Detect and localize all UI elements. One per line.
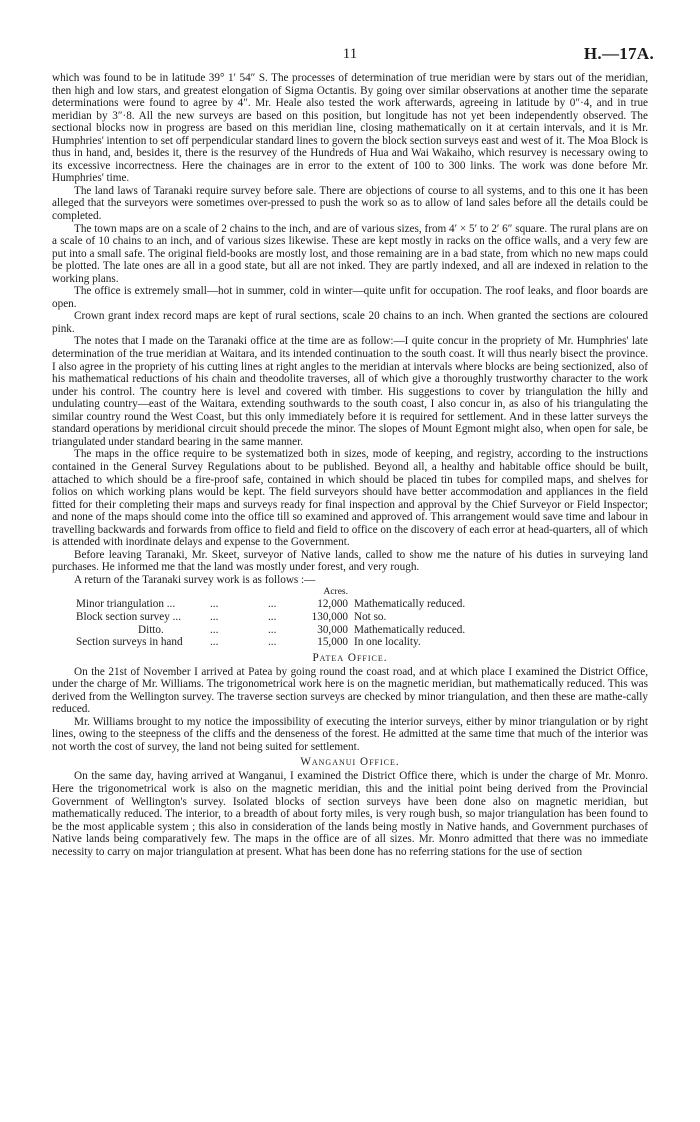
table-row: [76, 624, 524, 637]
paragraph-maps-systematized: The maps in the office require to be systematized both in sizes, mode of keeping, and registry, according to the instructions contained in the General Survey Regulations about to be published. Beyond all, a healthy and habitable office should be built, attached to which should be a fire-proof safe, contained in which should be placed tin tubes for compiled maps, and shelves for folios on which working plans would be kept. The field surveyors should have better accommodation and appliances in the field fitted for their completing their maps and surveys ready for final inspection and approval by the Chief Surveyor or Field Inspector; and none of the maps should come into the office till so examined and approved of. This arrangement would save time and labour in travelling backwards and forwards from office to field and field to office on the discovery of each error at head-quarters, all of which is attended with inordinate delays and expense to the Government.: [52, 448, 648, 549]
table-units-row: [76, 587, 524, 598]
row-label: Block section survey ...: [76, 610, 182, 623]
row-leader: ...: [210, 623, 219, 636]
table-row: [76, 598, 524, 611]
row-leader: ...: [268, 598, 277, 611]
taranaki-survey-return-table: [76, 587, 524, 648]
row-leader: ...: [268, 610, 277, 623]
row-remark: Mathematically reduced.: [354, 623, 466, 636]
row-label: Ditto.: [138, 623, 164, 636]
document-page: [52, 40, 654, 858]
row-acres: 12,000: [317, 598, 348, 611]
paragraph-taranaki-notes: The notes that I made on the Taranaki office at the time are as follow:—I quite concur in the propriety of Mr. Humphries' late determination of the true meridian at Waitara, and its intended continuation to the south coast. It will thus nearly bisect the province. I also agree in the propriety of his cutting lines at right angles to the meridian at intervals where blocks are being sectionized, also of his mathematical reductions of his chain and theodolite traverses, all of which give a thoroughly trustworthy character to the work under his control. The country here is level and covered with timber. His suggestions to cover by triangulation the hilly and undulating country—east of the Waitara, extending southwards to the south coast, I also concur in, as also of his triangulating the similar country round the West Coast, but this only immediately before it is required for settlement. And in these latter surveys the standard operations by meridional circuit should precede the minor. The slopes of Mount Egmont might also, when open for sale, be triangulated under standard bearing in the same manner.: [52, 335, 648, 448]
wanganui-office-heading: Wanganui Office.: [300, 756, 400, 769]
paragraph-meridian-determination: which was found to be in latitude 39° 1′ 54″ S. The processes of determination of true meridian were by stars out of the meridian, then high and low stars, and greatest elongation of Sigma Octantis. By going over similar observations at another time the separate determinations were found to agree by 4″. Mr. Heale also tested the work afterwards, agreeing in latitude by 0″·4, and in true meridian by 3″·8. All the new surveys are based on this position, but longitude has not yet been independently observed. The sectional blocks now in progress are based on this meridian line, closing mathematically on it at certain intervals, and it is Mr. Humphries' intention to set off perpendicular standard lines to govern the block section surveys east and west of it. The Moa Block is thus in hand, and, besides it, there is the resurvey of the Hundreds of Hua and Wai Wakaiho, which resurvey is necessary owing to its excessive incorrectness. Here the chainages are in error to the extent of 100 to 300 links. The work was done before Mr. Humphries' time.: [52, 72, 648, 185]
row-leader: ...: [210, 610, 219, 623]
row-leader: ...: [210, 598, 219, 611]
row-acres: 30,000: [317, 623, 348, 636]
page-number: 11: [342, 46, 358, 62]
patea-office-heading: Patea Office.: [312, 651, 388, 664]
row-label: Minor triangulation ...: [76, 598, 176, 611]
row-remark: Mathematically reduced.: [354, 598, 466, 611]
table-row: [76, 611, 524, 624]
table-row: [76, 636, 524, 649]
row-remark: Not so.: [354, 610, 387, 623]
paragraph-return-intro: A return of the Taranaki survey work is as follows :—: [74, 573, 316, 586]
units-label: Acres.: [323, 587, 348, 598]
row-leader: ...: [210, 636, 219, 649]
paragraph-office-condition: The office is extremely small—hot in summer, cold in winter—quite unfit for occupation. The roof leaks, and floor boards are open.: [52, 285, 648, 310]
page-header: [52, 40, 654, 72]
paragraph-crown-grant-maps: Crown grant index record maps are kept of rural sections, scale 20 chains to an inch. When granted the sections are coloured pink.: [52, 310, 648, 335]
body-text: [52, 72, 648, 858]
paragraph-patea-arrival: On the 21st of November I arrived at Patea by going round the coast road, and at which place I examined the District Office, under the charge of Mr. Williams. The trigonometrical work here is on the magnetic meridian, but mathematically reduced. This was derived from the Wellington survey. The traverse section surveys are checked by minor triangulation, and then these are mathe-cally reduced.: [52, 665, 648, 716]
row-leader: ...: [268, 636, 277, 649]
paragraph-land-laws: The land laws of Taranaki require survey before sale. There are objections of course to all systems, and to this one it has been alleged that the surveyors were sometimes over-pressed to push the work so as to allow of land sales before all the details could be completed.: [52, 184, 648, 223]
paragraph-town-maps: The town maps are on a scale of 2 chains to the inch, and are of various sizes, from 4′ × 5′ to 2′ 6″ square. The rural plans are on a scale of 10 chains to an inch, and of various sizes likewise. These are kept mostly in racks on the office walls, and a very few are put into a small safe. The original field-books are mostly lost, and those remaining are in a bad state, from which no new maps could be plotted. The late ones are all in a good state, but all are not inked. They are partly indexed, and all are indexed in relation to the working plans.: [52, 222, 648, 285]
row-acres: 130,000: [311, 610, 348, 623]
paragraph-mr-skeet: Before leaving Taranaki, Mr. Skeet, surveyor of Native lands, called to show me the nature of his duties in surveying land purchases. He informed me that the land was mostly under forest, and very rough.: [52, 548, 648, 574]
document-reference: H.—17A.: [583, 44, 654, 63]
row-leader: ...: [268, 623, 277, 636]
row-label: Section surveys in hand: [76, 636, 183, 649]
row-remark: In one locality.: [354, 636, 421, 649]
paragraph-patea-interior: Mr. Williams brought to my notice the impossibility of executing the interior surveys, either by minor triangulation or by right lines, owing to the steepness of the cliffs and the denseness of the forest. He admitted at the same time that much of the interior was not worth the cost of survey, the land not being suited for settlement.: [52, 715, 648, 753]
row-acres: 15,000: [317, 636, 348, 649]
paragraph-wanganui-office: On the same day, having arrived at Wanganui, I examined the District Office there, which is under the charge of Mr. Monro. Here the trigonometrical work is also on the magnetic meridian, this and the initial point being derived from the Provincial Government of Wellington's survey. Isolated blocks of section surveys have been done also on magnetic meridian, but mathematically reduced. The interior, to a breadth of about forty miles, is very rough bush, so major triangulation has been found to be the most applicable system ; this also in consideration of the lands being mostly in Native hands, and Government purchases of Native lands being comparatively few. The maps in the office are of all sizes. Mr. Monro admitted that there was no immediate necessity to carry on major triangulation at present. What has been done has no referring stations for the use of section: [52, 770, 648, 858]
